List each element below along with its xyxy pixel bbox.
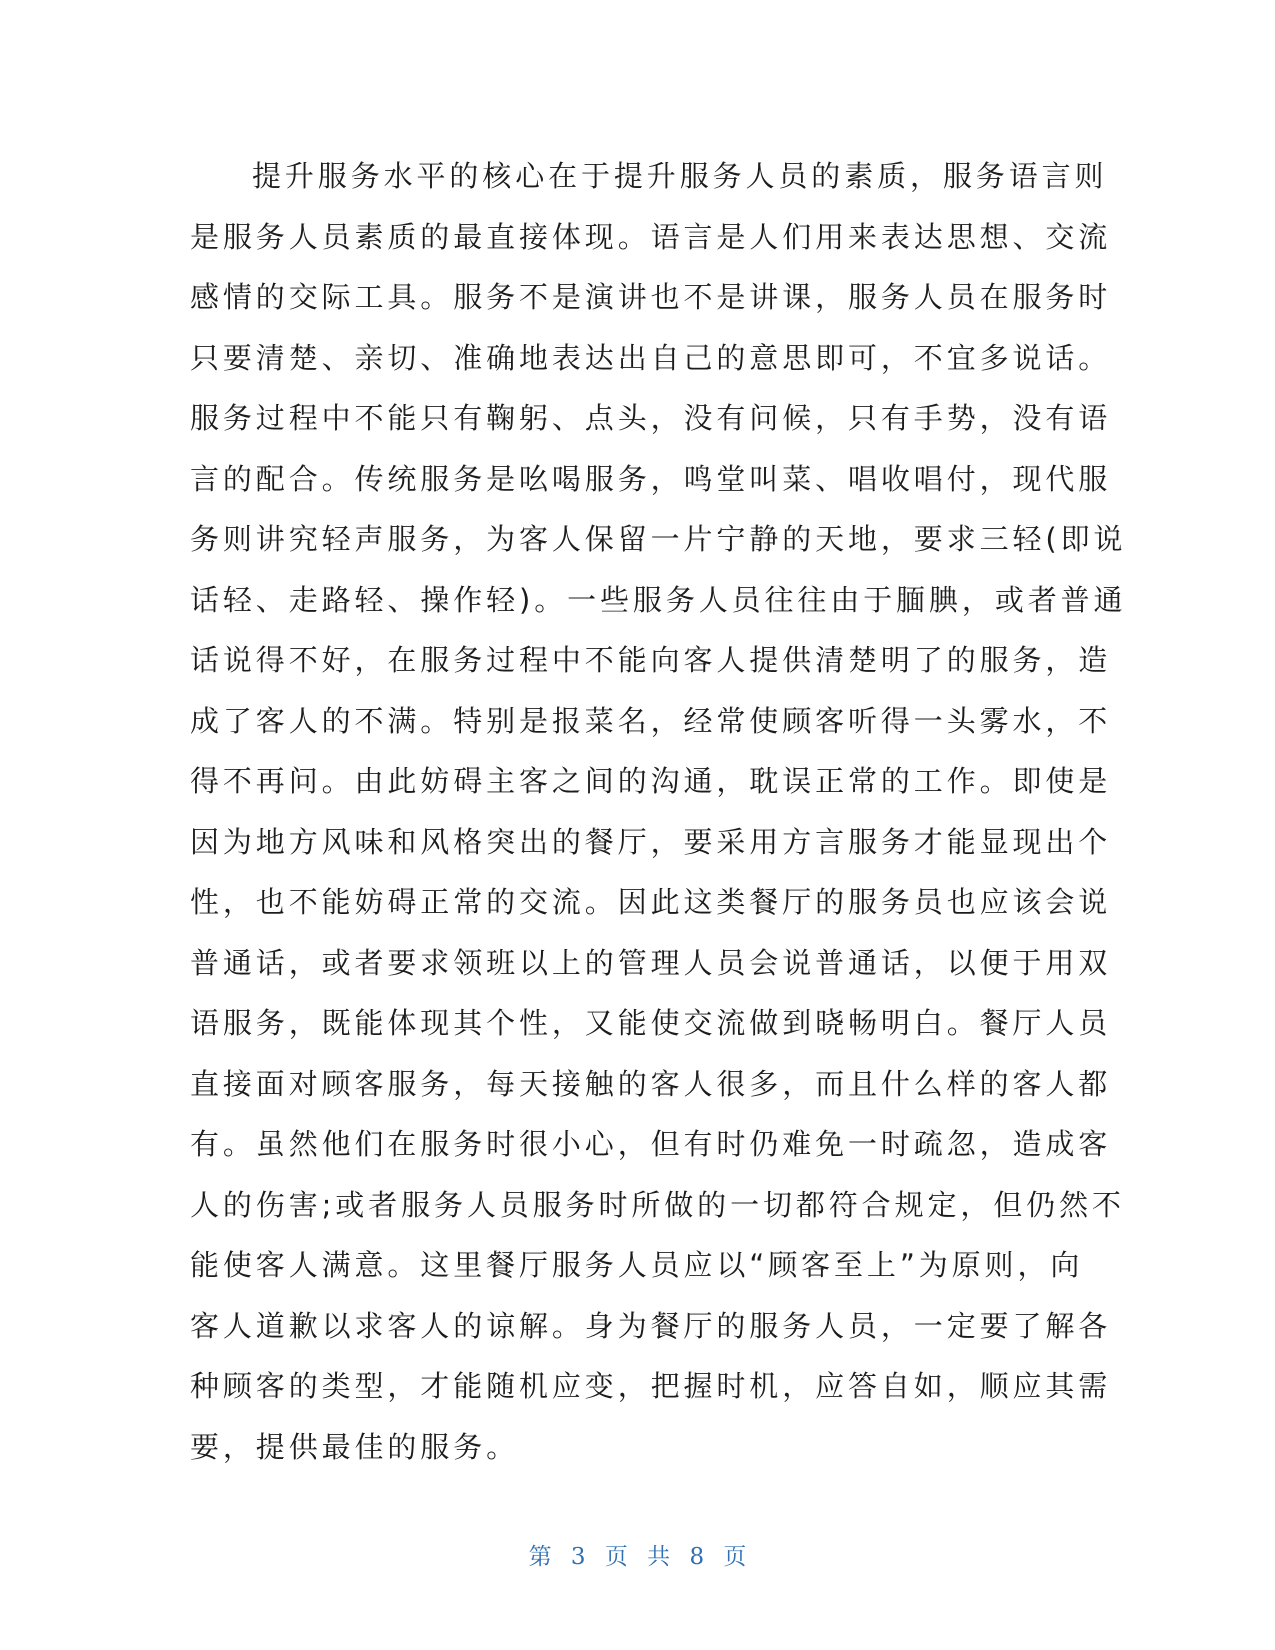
footer-page-word: 页 (604, 1544, 628, 1570)
text-line-1: 提升服务水平的核心在于提升服务人员的素质，服务语言则 (252, 159, 1108, 193)
text-line-4: 只要清楚、亲切、准确地表达出自己的意思即可，不宜多说话。 (190, 340, 1112, 375)
text-line-10: 成了客人的不满。特别是报菜名，经常使顾客听得一头雾水，不 (190, 703, 1112, 738)
text-line-20: 客人道歉以求客人的谅解。身为餐厅的服务人员，一定要了解各 (190, 1308, 1112, 1343)
page-footer (0, 1538, 1275, 1571)
text-line-15: 语服务，既能体现其个性，又能使交流做到晓畅明白。餐厅人员 (190, 1006, 1112, 1040)
text-line-3: 感情的交际工具。服务不是演讲也不是讲课，服务人员在服务时 (190, 280, 1112, 314)
current-page-number: 3 (570, 1544, 586, 1570)
text-line-9: 话说得不好，在服务过程中不能向客人提供清楚明了的服务，造 (190, 643, 1112, 677)
text-line-6: 言的配合。传统服务是吆喝服务，鸣堂叫菜、唱收唱付，现代服 (190, 461, 1112, 496)
text-line-21: 种顾客的类型，才能随机应变，把握时机，应答自如，顺应其需 (190, 1369, 1112, 1403)
total-page-number: 8 (689, 1544, 705, 1570)
text-line-18: 人的伤害;或者服务人员服务时所做的一切都符合规定，但仍然不 (190, 1187, 1125, 1222)
text-line-5: 服务过程中不能只有鞠躬、点头，没有问候，只有手势，没有语 (190, 401, 1112, 435)
paragraph (190, 146, 1127, 1477)
footer-prefix: 第 (528, 1544, 552, 1570)
text-line-14: 普通话，或者要求领班以上的管理人员会说普通话，以便于用双 (190, 945, 1112, 980)
text-line-22: 要，提供最佳的服务。 (190, 1429, 520, 1464)
text-line-7: 务则讲究轻声服务，为客人保留一片宁静的天地，要求三轻(即说 (190, 522, 1127, 556)
text-line-17: 有。虽然他们在服务时很小心，但有时仍难免一时疏忽，造成客 (190, 1127, 1112, 1161)
text-line-8: 话轻、走路轻、操作轻)。一些服务人员往往由于腼腆，或者普通 (190, 582, 1127, 617)
footer-suffix: 页 (723, 1544, 747, 1570)
text-line-12: 因为地方风味和风格突出的餐厅，要采用方言服务才能显现出个 (190, 824, 1112, 859)
text-line-16: 直接面对顾客服务，每天接触的客人很多，而且什么样的客人都 (190, 1066, 1112, 1101)
text-line-2: 是服务人员素质的最直接体现。语言是人们用来表达思想、交流 (190, 219, 1112, 254)
footer-total-word: 共 (647, 1544, 671, 1570)
text-line-11: 得不再问。由此妨碍主客之间的沟通，耽误正常的工作。即使是 (190, 764, 1112, 798)
text-line-13: 性，也不能妨碍正常的交流。因此这类餐厅的服务员也应该会说 (190, 885, 1112, 919)
text-line-19: 能使客人满意。这里餐厅服务人员应以“顾客至上”为原则，向 (190, 1248, 1084, 1282)
